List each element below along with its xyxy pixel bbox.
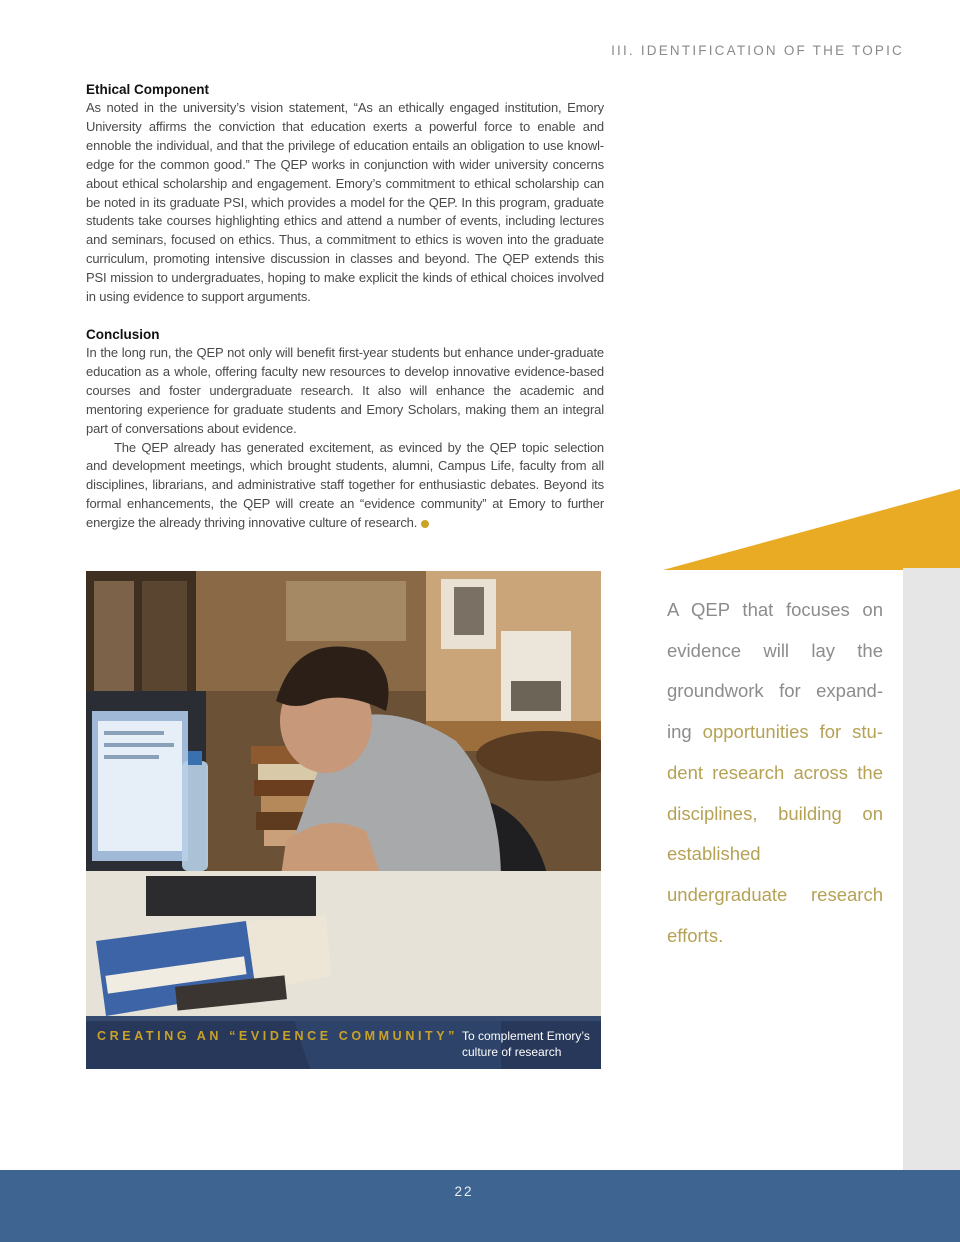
student-photo [86, 571, 601, 1069]
photo-caption-bar [86, 1016, 601, 1069]
page-footer [0, 1170, 960, 1242]
pull-quote [667, 590, 883, 956]
side-gray-panel [903, 568, 960, 1170]
conclusion-heading: Conclusion [86, 326, 160, 342]
student-studying-illustration [86, 571, 601, 1069]
photo-caption-text: To complement Emory’s culture of research [462, 1029, 590, 1059]
pull-quote-gold-text: opportunities for stu-dent research across the disciplines, building on established undergraduate research efforts. [667, 721, 883, 946]
conclusion-paragraph-2-text: The QEP already has generated excitement, as evinced by the QEP topic selection and development meetings, which brought students, alumni, Campus Life, faculty from all disciplines, librarians, and administrative staff together for enthusiastic debates. Beyond its formal enhancements, the QEP will create an “evidence community” at Emory to further energize the already thriving innovative culture of research. [86, 439, 604, 531]
ethical-heading: Ethical Component [86, 82, 210, 97]
conclusion-paragraph-1: In the long run, the QEP not only will benefit first-year students but enhance under-graduate education as a whole, offering faculty new resources to develop innovative evidence-based courses and foster undergraduate research. It also will enhance the academic and mentoring experience for graduate students and Emory Scholars, making them an integral part of conversations about evidence. [86, 344, 604, 436]
page-number: 22 [454, 1184, 474, 1199]
conclusion-paragraph-2 [86, 439, 604, 534]
yellow-stripe [663, 489, 960, 570]
pull-quote-gray-text: A QEP that focuses on evidence will lay the groundwork for expand-ing [667, 599, 883, 743]
end-mark-dot [421, 520, 429, 528]
section-header: III. IDENTIFICATION OF THE TOPIC [611, 43, 904, 58]
ethical-paragraph: As noted in the university’s vision statement, “As an ethically engaged institution, Emory University affirms the conviction that education exerts a powerful force to enable and ennoble the individual, and that the privilege of education entails an obligation to use knowl-edge for the common good.” The QEP works in conjunction with wider university concerns about ethical scholarship and engagement. Emory’s commitment to ethical scholarship can be noted in its graduate PSI, which provides a model for the QEP. In this program, graduate students take courses highlighting ethics and attend a number of events, including lectures and seminars, focused on ethics. Thus, a commitment to ethics is woven into the graduate curriculum, promoting intensive discussion in classes and beyond. The QEP extends this PSI mission to undergraduates, hoping to make explicit the kinds of ethical choices involved in using evidence to support arguments. [86, 100, 604, 305]
main-text-column [86, 80, 604, 533]
photo-caption-title: CREATING AN “EVIDENCE COMMUNITY” [97, 1029, 459, 1043]
